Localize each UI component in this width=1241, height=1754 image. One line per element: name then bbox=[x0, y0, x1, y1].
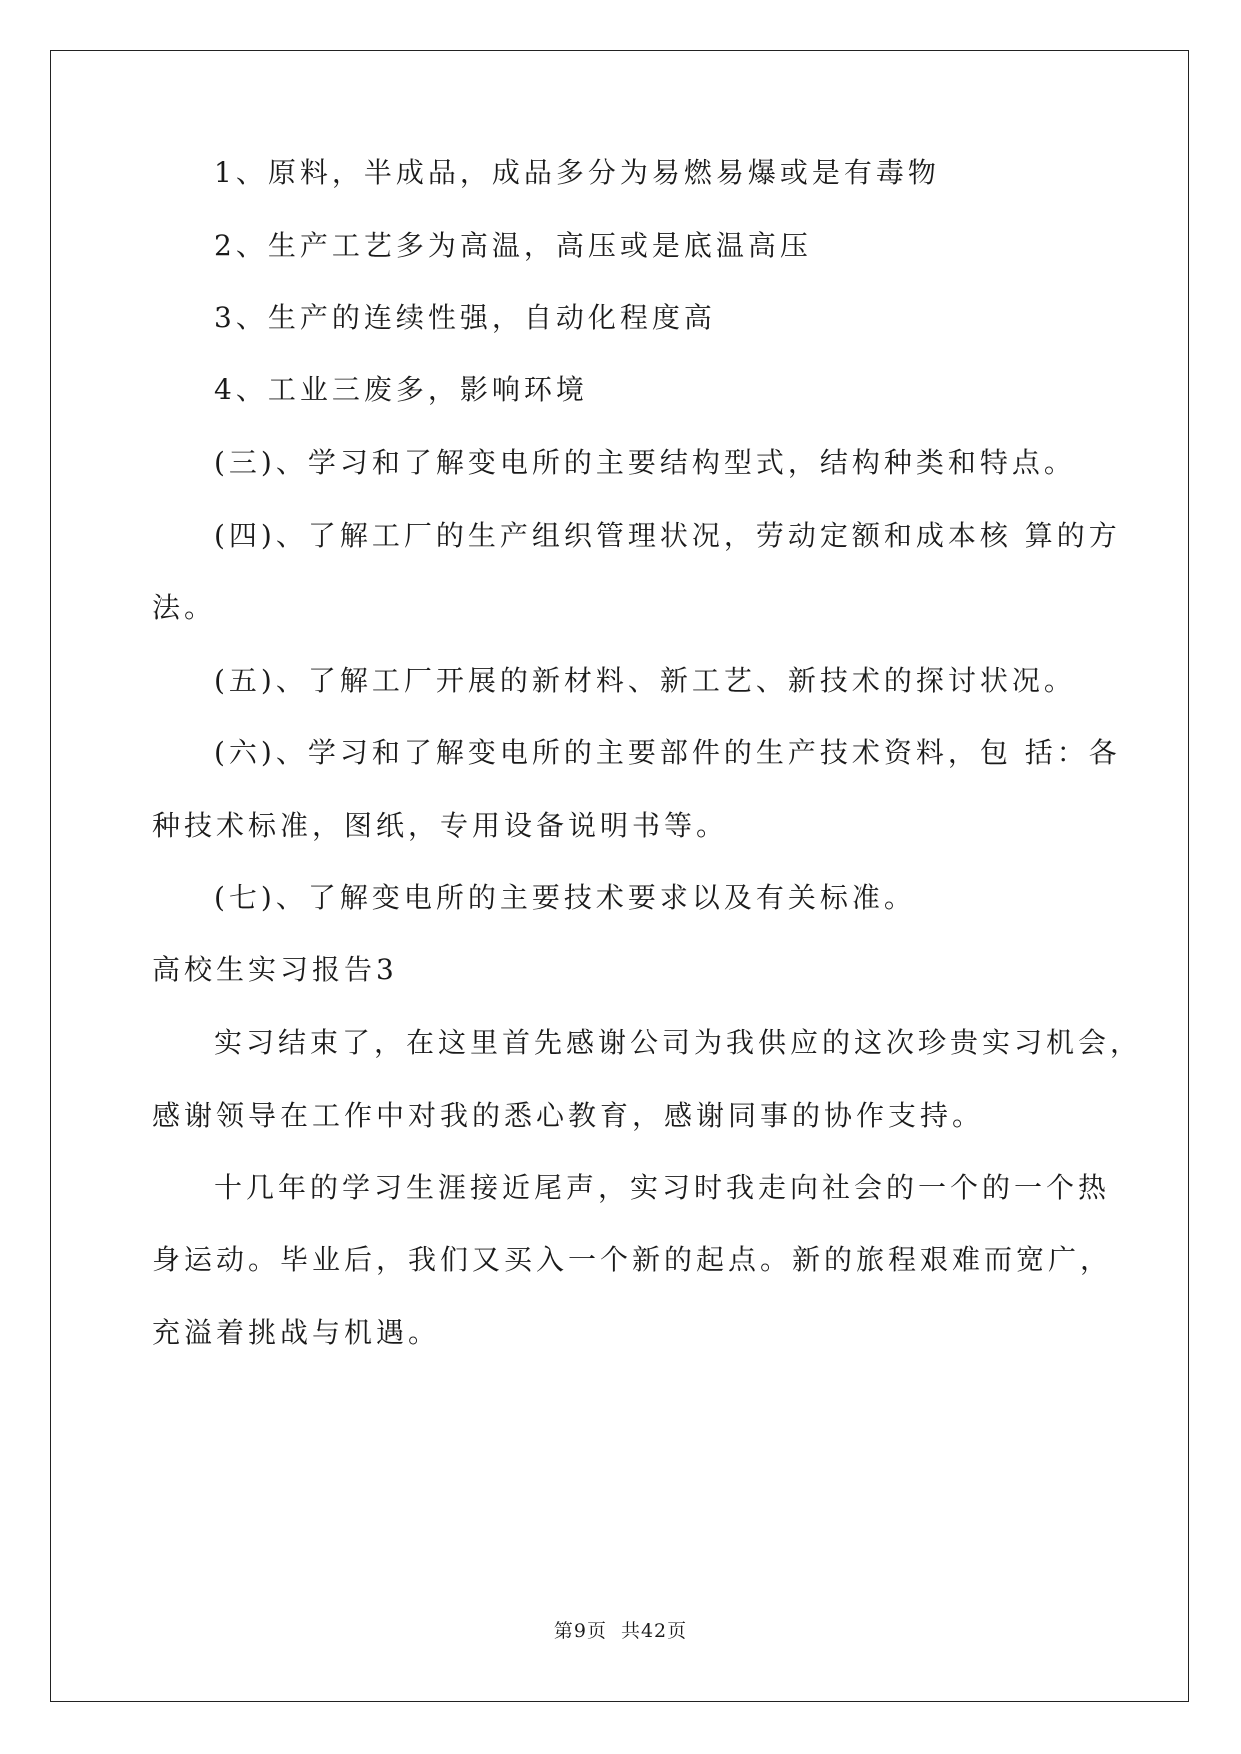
paragraph-1-line-1: 实习结束了，在这里首先感谢公司为我供应的这次珍贵实习机会， bbox=[214, 1026, 1143, 1059]
page-number: 第9页 bbox=[553, 1620, 607, 1642]
section-item-4-line-2: 法。 bbox=[152, 591, 217, 624]
section-item-6-line-2: 种技术标准，图纸，专用设备说明书等。 bbox=[152, 809, 729, 842]
list-item-3: 3、生产的连续性强，自动化程度高 bbox=[214, 301, 716, 334]
section-item-4-line-1: (四)、了解工厂的生产组织管理状况，劳动定额和成本核 算的方 bbox=[214, 519, 1121, 552]
report-heading: 高校生实习报告3 bbox=[152, 953, 398, 986]
list-item-2: 2、生产工艺多为高温，高压或是底温高压 bbox=[214, 229, 812, 262]
page-footer bbox=[0, 1618, 1241, 1644]
section-item-6-line-1: (六)、学习和了解变电所的主要部件的生产技术资料，包 括：各 bbox=[214, 736, 1121, 769]
page-total: 共42页 bbox=[620, 1620, 688, 1642]
section-item-3: (三)、学习和了解变电所的主要结构型式，结构种类和特点。 bbox=[214, 446, 1076, 479]
paragraph-2-line-1: 十几年的学习生涯接近尾声，实习时我走向社会的一个的一个热 bbox=[214, 1171, 1111, 1204]
list-item-1: 1、原料，半成品，成品多分为易燃易爆或是有毒物 bbox=[214, 156, 940, 189]
section-item-7: (七)、了解变电所的主要技术要求以及有关标准。 bbox=[214, 881, 916, 914]
section-item-5: (五)、了解工厂开展的新材料、新工艺、新技术的探讨状况。 bbox=[214, 664, 1076, 697]
paragraph-2-line-2: 身运动。毕业后，我们又买入一个新的起点。新的旅程艰难而宽广， bbox=[152, 1243, 1113, 1276]
paragraph-2-line-3: 充溢着挑战与机遇。 bbox=[152, 1316, 441, 1349]
list-item-4: 4、工业三废多，影响环境 bbox=[214, 373, 588, 406]
paragraph-1-line-2: 感谢领导在工作中对我的悉心教育，感谢同事的协作支持。 bbox=[152, 1099, 985, 1132]
